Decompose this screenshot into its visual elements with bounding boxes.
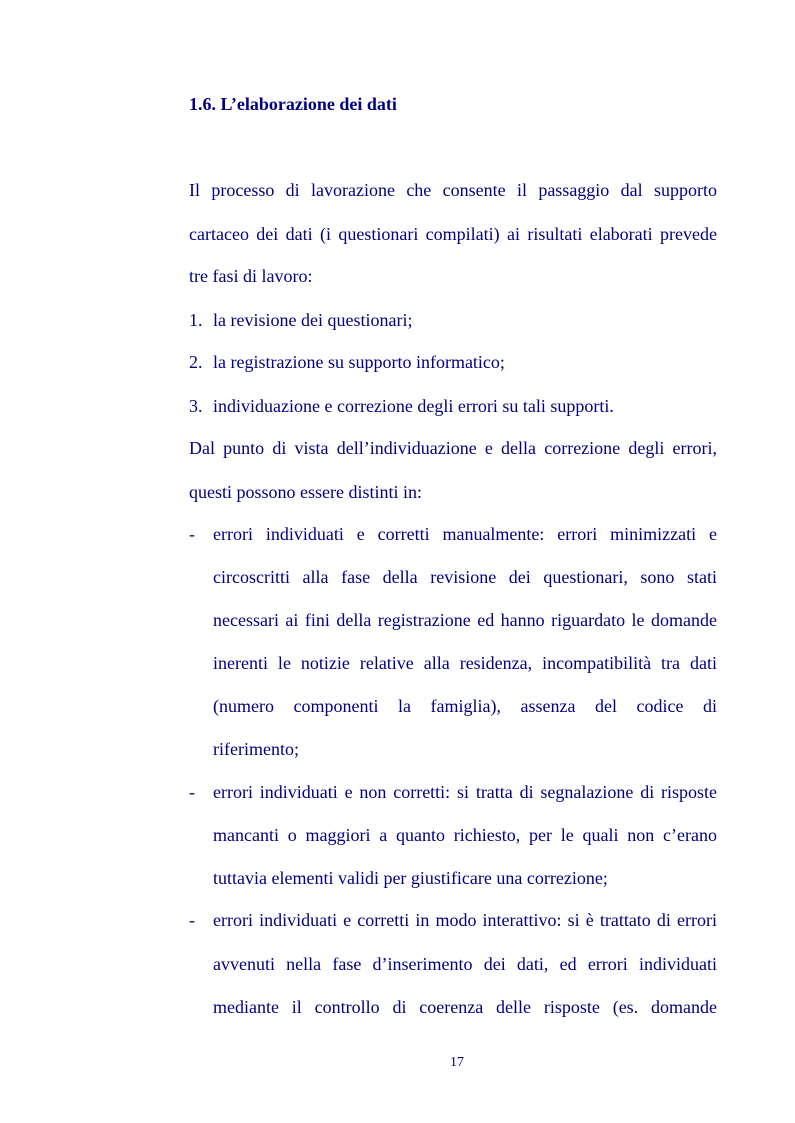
bullet-2-line-2: mancanti o maggiori a quanto richiesto, per le quali non c’erano bbox=[213, 825, 717, 845]
list-item-2: la registrazione su supporto informatico; bbox=[213, 352, 505, 372]
bullet-1-line-5: (numero componenti la famiglia), assenza del codice di bbox=[213, 696, 717, 716]
bullet-2-line-1: errori individuati e non corretti: si tratta di segnalazione di risposte bbox=[213, 782, 717, 802]
paragraph-line-1: Dal punto di vista dell’individuazione e della correzione degli errori, bbox=[189, 438, 717, 458]
intro-line-3: tre fasi di lavoro: bbox=[189, 266, 313, 286]
bullet-marker-1: - bbox=[189, 524, 195, 544]
paragraph-line-2: questi possono essere distinti in: bbox=[189, 482, 422, 502]
bullet-3-line-3: mediante il controllo di coerenza delle risposte (es. domande bbox=[213, 997, 717, 1017]
bullet-marker-2: - bbox=[189, 782, 195, 802]
section-heading: 1.6. L’elaborazione dei dati bbox=[189, 94, 397, 114]
bullet-marker-3: - bbox=[189, 910, 195, 930]
bullet-1-line-2: circoscritti alla fase della revisione dei questionari, sono stati bbox=[213, 567, 717, 587]
bullet-1-line-4: inerenti le notizie relative alla residenza, incompatibilità tra dati bbox=[213, 653, 717, 673]
bullet-1-line-1: errori individuati e corretti manualmente: errori minimizzati e bbox=[213, 524, 717, 544]
list-number-2: 2. bbox=[189, 352, 203, 372]
intro-line-1: Il processo di lavorazione che consente il passaggio dal supporto bbox=[189, 180, 717, 200]
bullet-2-line-3: tuttavia elementi validi per giustificare una correzione; bbox=[213, 868, 608, 888]
page-number: 17 bbox=[450, 1055, 464, 1070]
list-number-3: 3. bbox=[189, 396, 203, 416]
bullet-3-line-1: errori individuati e corretti in modo interattivo: si è trattato di errori bbox=[213, 910, 717, 930]
list-number-1: 1. bbox=[189, 310, 203, 330]
list-item-1: la revisione dei questionari; bbox=[213, 310, 413, 330]
bullet-1-line-6: riferimento; bbox=[213, 739, 299, 759]
list-item-3: individuazione e correzione degli errori su tali supporti. bbox=[213, 396, 614, 416]
intro-line-2: cartaceo dei dati (i questionari compilati) ai risultati elaborati prevede bbox=[189, 224, 717, 244]
bullet-3-line-2: avvenuti nella fase d’inserimento dei dati, ed errori individuati bbox=[213, 954, 717, 974]
bullet-1-line-3: necessari ai fini della registrazione ed hanno riguardato le domande bbox=[213, 610, 717, 630]
